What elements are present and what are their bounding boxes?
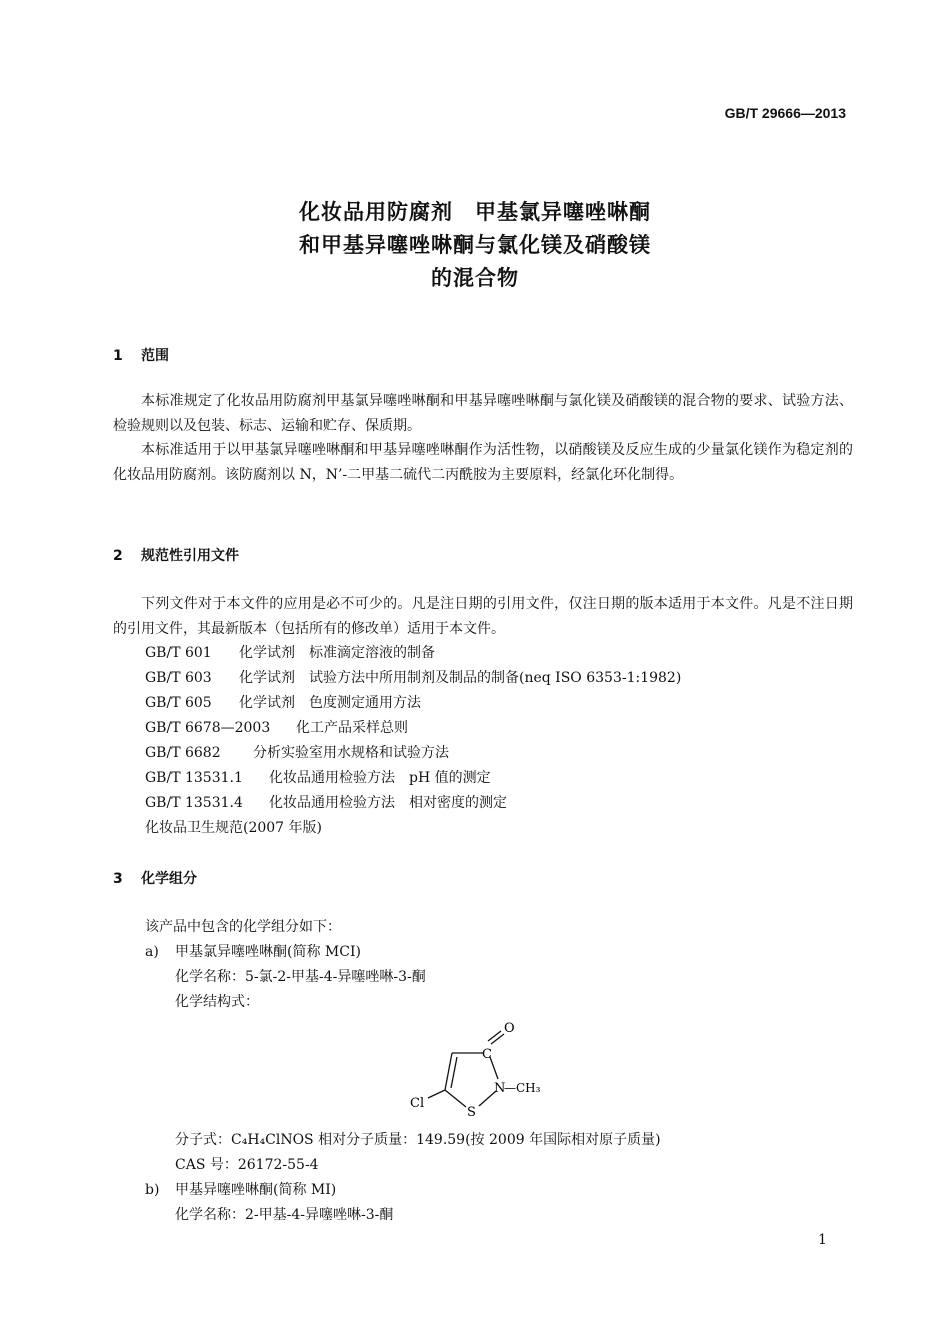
atom-oxygen: O	[504, 1021, 515, 1036]
reference-item	[145, 816, 322, 840]
section-1-number: 1	[113, 348, 123, 364]
section-2-heading	[113, 545, 239, 565]
title-line-1: 化妆品用防腐剂 甲基氯异噻唑啉酮	[299, 200, 651, 224]
component-b-chemical-name: 化学名称：2-甲基-4-异噻唑啉-3-酮	[175, 1207, 394, 1223]
reference-code: GB/T 6678—2003	[145, 720, 271, 736]
reference-item	[145, 666, 681, 690]
section-1-paragraph-2: 本标准适用于以甲基氯异噻唑啉酮和甲基异噻唑啉酮作为活性物，以硝酸镁及反应生成的少量氯化镁作为稳定剂的化妆品用防腐剂。该防腐剂以 N，N’-二甲基二硫代二丙酰胺为主要原料，经氯化环化制得。	[113, 442, 853, 483]
component-a-cas: CAS 号：26172-55-4	[175, 1157, 319, 1173]
section-1-heading	[113, 345, 169, 365]
page-number: 1	[818, 1232, 827, 1248]
reference-title: 化学试剂 色度测定通用方法	[239, 695, 421, 711]
reference-code: GB/T 601	[145, 645, 212, 661]
atom-carbon: C	[482, 1047, 492, 1062]
section-3-intro: 该产品中包含的化学组分如下：	[145, 919, 341, 935]
title-line-3: 的混合物	[431, 266, 519, 290]
component-a-chemical-name: 化学名称：5-氯-2-甲基-4-异噻唑啉-3-酮	[175, 969, 426, 985]
atom-sulfur: S	[467, 1105, 476, 1120]
mci-structure-diagram	[400, 1015, 570, 1125]
component-a-structure-label: 化学结构式：	[175, 994, 259, 1010]
reference-title: 化妆品卫生规范(2007 年版)	[145, 820, 323, 836]
section-3-title: 化学组分	[141, 871, 197, 887]
component-a-name: 甲基氯异噻唑啉酮(简称 MCI)	[175, 944, 361, 960]
section-3-number: 3	[113, 871, 123, 887]
reference-title: 化学试剂 标准滴定溶液的制备	[239, 645, 435, 661]
component-a-formula: 分子式：C₄H₄ClNOS 相对分子质量：149.59(按 2009 年国际相对原子质量)	[175, 1132, 661, 1148]
reference-item	[145, 766, 491, 790]
reference-title: 分析实验室用水规格和试验方法	[253, 745, 449, 761]
reference-title: 化妆品通用检验方法 相对密度的测定	[269, 795, 507, 811]
section-2-title: 规范性引用文件	[141, 548, 239, 564]
reference-item	[145, 716, 408, 740]
title-line-2: 和甲基异噻唑啉酮与氯化镁及硝酸镁	[299, 233, 651, 257]
reference-title: 化学试剂 试验方法中所用制剂及制品的制备(neq ISO 6353-1:1982)	[239, 670, 682, 686]
section-3-heading	[113, 868, 197, 888]
reference-item	[145, 641, 435, 665]
component-a-marker: a)	[145, 944, 159, 960]
reference-item	[145, 791, 507, 815]
methyl-group: —CH₃	[504, 1081, 541, 1095]
section-1-title: 范围	[141, 348, 169, 364]
reference-code: GB/T 603	[145, 670, 212, 686]
reference-item	[145, 691, 421, 715]
reference-code: GB/T 6682	[145, 745, 221, 761]
atom-nitrogen: N	[494, 1081, 506, 1096]
component-b-name: 甲基异噻唑啉酮(简称 MI)	[175, 1182, 337, 1198]
section-2-number: 2	[113, 548, 123, 564]
standard-code: GB/T 29666—2013	[724, 105, 846, 121]
component-b-marker: b)	[145, 1182, 160, 1198]
reference-title: 化工产品采样总则	[296, 720, 408, 736]
section-2-intro: 下列文件对于本文件的应用是必不可少的。凡是注日期的引用文件，仅注日期的版本适用于本文件。凡是不注日期的引用文件，其最新版本（包括所有的修改单）适用于本文件。	[113, 596, 853, 637]
section-1-paragraph-1: 本标准规定了化妆品用防腐剂甲基氯异噻唑啉酮和甲基异噻唑啉酮与氯化镁及硝酸镁的混合物的要求、试验方法、检验规则以及包装、标志、运输和贮存、保质期。	[113, 393, 853, 434]
reference-code: GB/T 13531.4	[145, 795, 243, 811]
reference-code: GB/T 605	[145, 695, 212, 711]
reference-title: 化妆品通用检验方法 pH 值的测定	[269, 770, 491, 786]
reference-code: GB/T 13531.1	[145, 770, 243, 786]
atom-chlorine: Cl	[410, 1096, 425, 1111]
reference-item	[145, 741, 449, 765]
